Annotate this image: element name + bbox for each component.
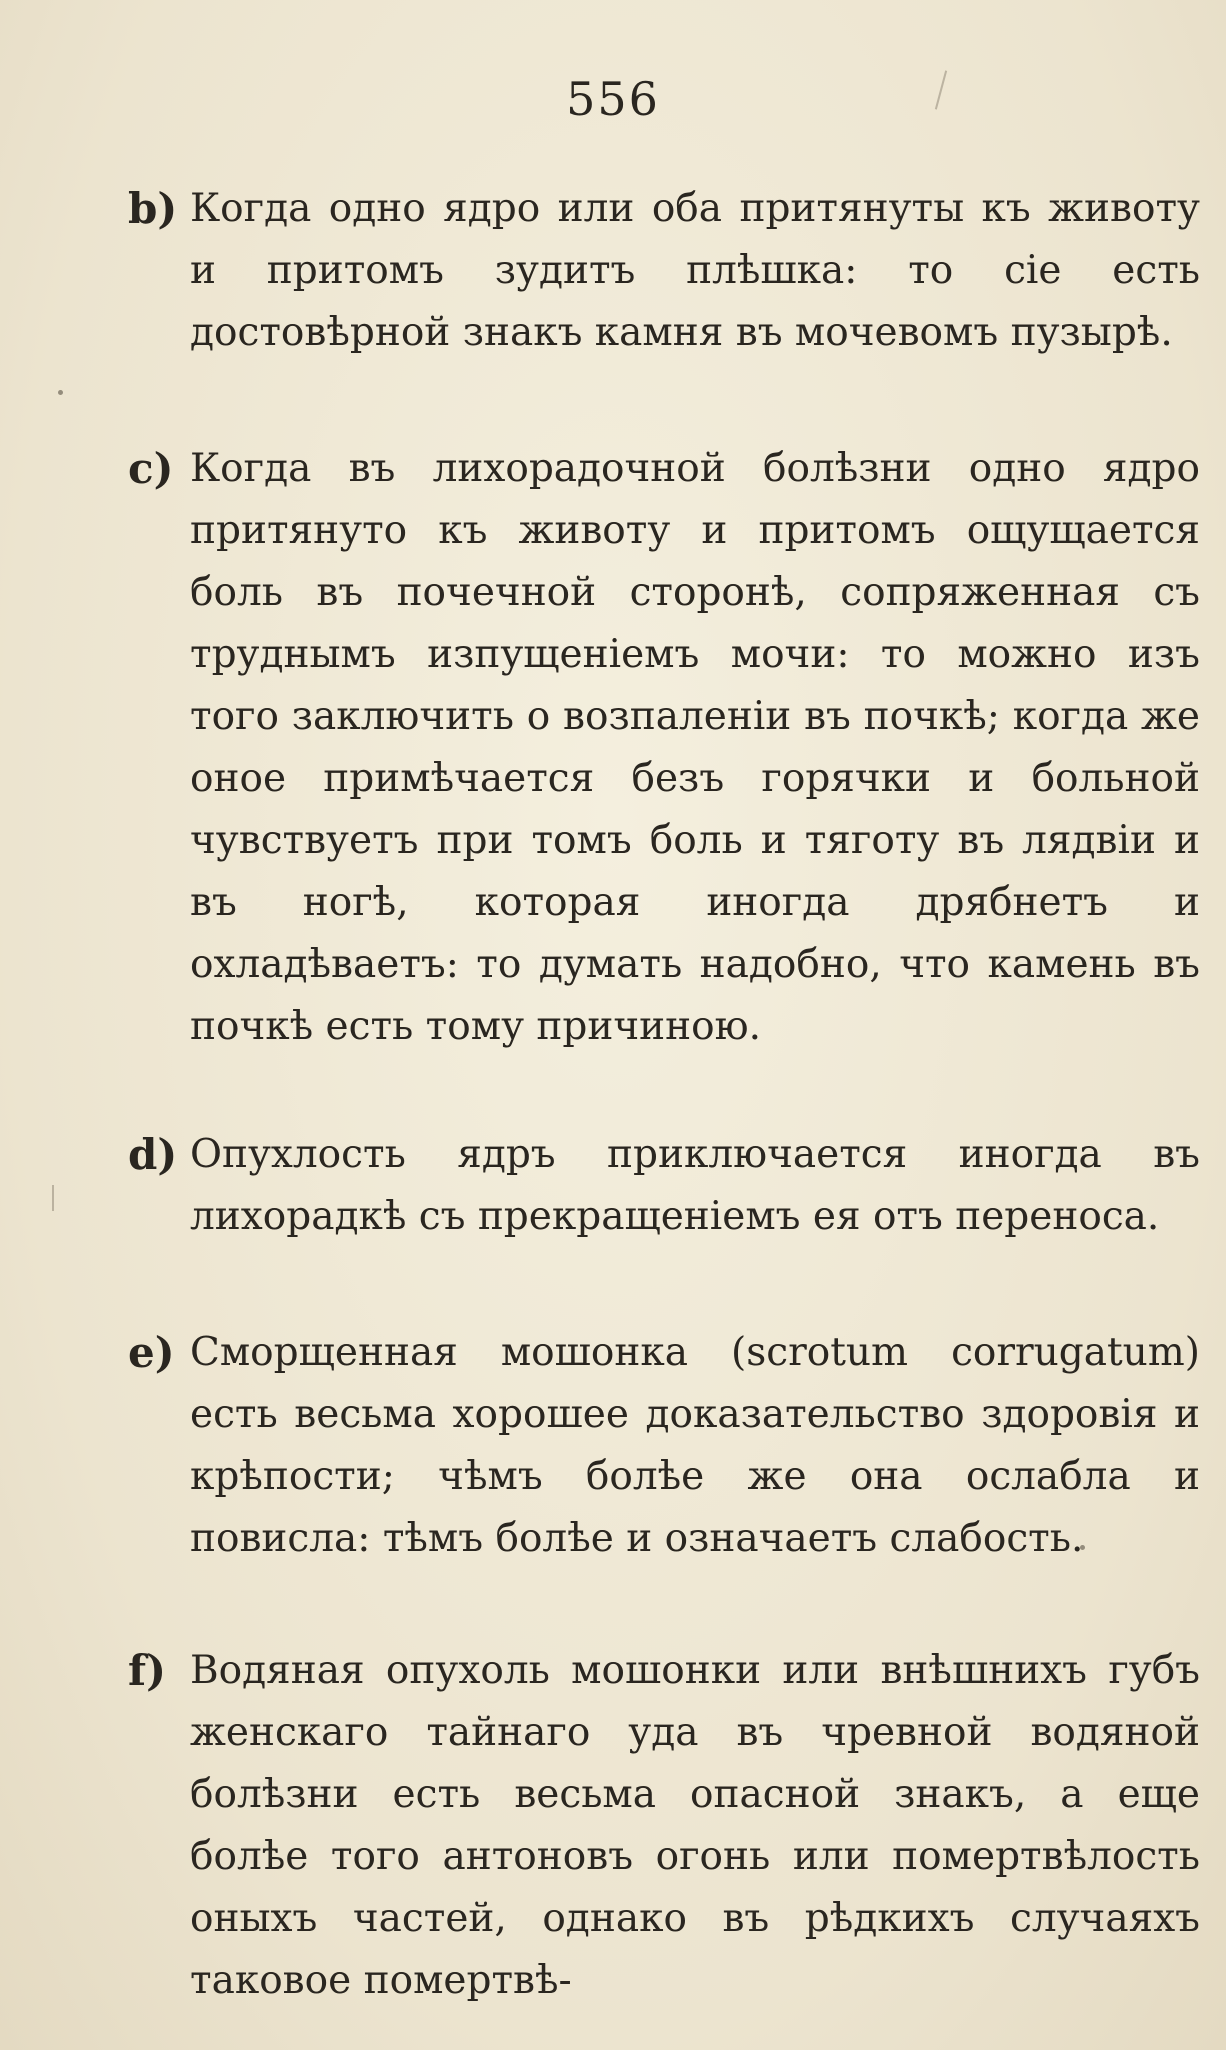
paper-mark [52, 1185, 54, 1211]
entry-text: Водяная опухоль мошонки или внѣшнихъ губъ женскаго тайнаго уда въ чревной водяной болѣзни есть весьма опасной знакъ, а еще болѣе того антоновъ огонь или помертвѣлость оныхъ частей, однако въ рѣдкихъ случаяхъ таковое помертвѣ- [190, 1648, 1200, 2003]
entry-text: Опухлость ядръ приключается иногда въ лихорадкѣ съ прекращеніемъ ея отъ переноса. [190, 1132, 1200, 1239]
entry-e [128, 1322, 1200, 1570]
entry-d [128, 1124, 1200, 1248]
entry-marker: b) [128, 184, 178, 233]
ink-speck [58, 390, 63, 395]
entry-text: Сморщенная мошонка (scrotum corrugatum) есть весьма хорошее доказательство здоровія и крѣпости; чѣмъ болѣе же она ослабла и повисла: тѣмъ болѣе и означаетъ слабость. [190, 1330, 1200, 1561]
entry-marker: d) [128, 1130, 178, 1179]
entry-marker: e) [128, 1328, 175, 1377]
entry-marker: f) [128, 1646, 166, 1695]
entry-b [128, 178, 1200, 364]
entry-text: Когда одно ядро или оба притянуты къ животу и притомъ зудитъ плѣшка: то сіе есть достовѣрной знакъ камня въ мочевомъ пузырѣ. [190, 186, 1200, 355]
entry-f [128, 1640, 1200, 2012]
page-number: 556 [566, 72, 660, 126]
entry-c [128, 438, 1200, 1058]
entry-text: Когда въ лихорадочной болѣзни одно ядро притянуто къ животу и притомъ ощущается боль въ почечной сторонѣ, сопряженная съ труднымъ изпущеніемъ мочи: то можно изъ того заключить о возпаленіи въ почкѣ; когда же оное примѣчается безъ горячки и больной чувствуетъ при томъ боль и тяготу въ лядвіи и въ ногѣ, которая иногда дрябнетъ и охладѣваетъ: то думать надобно, что камень въ почкѣ есть тому причиною. [190, 446, 1200, 1049]
entry-marker: c) [128, 444, 174, 493]
